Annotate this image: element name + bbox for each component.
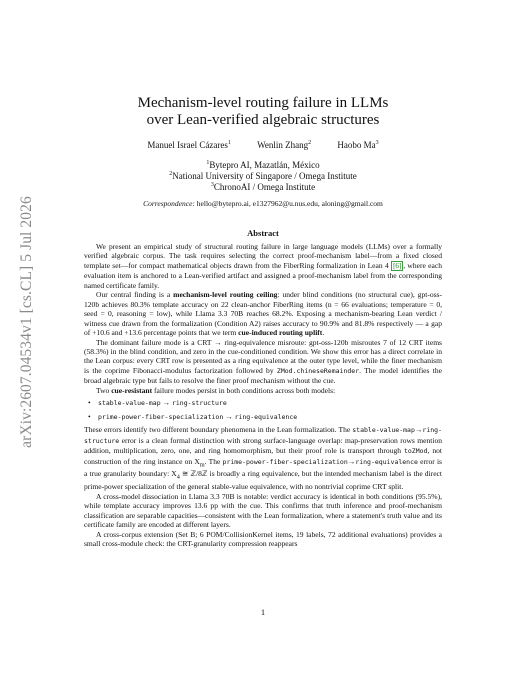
- abstract-paragraph: These errors identify two different boundary phenomena in the Lean formalization. The stable-value-map→ring-structure error is a clean formal distinction with strong surface-language overlap: map-preservation rows mention addition, multiplication, zero, one, and ring homomorphism, but their proof role is transport through toZMod, not construction of the ring instance on $X_m$. The prime-power-fiber-specialization→ring-equivalence error is a true granularity boundary: $X_4$ ≅ ℤ/8ℤ is broadly a ring equivalence, but the intended mechanism label is the direct prime-power specialization of the general stable-value equivalence, with no nontrivial coprime CRT split.: [84, 425, 442, 492]
- citation-link[interactable]: [6]: [393, 261, 402, 270]
- correspondence-line: [84, 199, 442, 208]
- abstract-body: [84, 242, 442, 549]
- abstract-paragraph: Two cue-resistant failure modes persist in both conditions across both models:: [96, 385, 336, 395]
- affiliation: $^2$National University of Singapore / Omega Institute: [169, 171, 357, 181]
- abstract-paragraph: We present an empirical study of structural routing failure in large language models (LLMs) over a formally verified algebraic corpus. The task requires selecting the correct proof-mechanism label—from a fixed closed template set—for compact mathematical objects drawn from the FiberRing formalization in Lean 4 [6] , where each evaluation item is anchored to a Lean-verified artifact and assigned a proof-mechanism label from the corresponding named certificate family.: [84, 242, 442, 290]
- abstract-paragraph: The dominant failure mode is a CRT → ring-equivalence misroute: gpt-oss-120b misroutes 7 of 12 CRT items (58.3%) in the blind condition, and zero in the cue-conditioned condition. We show this error has a direct correlate in the Lean corpus: every CRT row is presented as a ring equivalence at the outer type level, while the finer mechanism is the coprime Fibonacci-modulus factorization followed by ZMod.chineseRemainder. The model identifies the broad algebraic type but fails to resolve the finer proof mechanism without the cue.: [84, 337, 442, 386]
- failure-mode-list: [84, 398, 442, 422]
- affiliation-list: [84, 160, 442, 193]
- title-line-2: over Lean-verified algebraic structures: [146, 112, 380, 128]
- author: Wenlin Zhang$^2$: [257, 140, 312, 150]
- arxiv-id-text: arXiv:2607.04534v1 [cs.CL] 5 Jul 2026: [18, 196, 35, 448]
- paper-title: [84, 95, 442, 129]
- list-item: • prime-power-fiber-specialization → ring-equivalence: [84, 412, 442, 422]
- author: Haobo Ma$^3$: [337, 140, 379, 150]
- list-item: • stable-value-map → ring-structure: [84, 398, 442, 408]
- paper-page: [84, 0, 442, 549]
- abstract-paragraph: A cross-corpus extension (Set B; 6 POM/CollisionKernel items, 19 labels, 72 additional evaluations) provides a small cross-module check: the CRT-granularity compression reappears: [84, 529, 442, 549]
- page-number: 1: [260, 607, 266, 617]
- abstract-paragraph: A cross-model dissociation in Llama 3.3 70B is notable: verdict accuracy is identical in both conditions (95.5%), while template accuracy improves 13.6 pp with the cue. This confirms that truth inference and proof-mechanism classification are separable capacities—consistent with the Lean formalization, where a statement's truth value and its certificate family are encoded at different layers.: [84, 491, 442, 530]
- author: Manuel Israel Cázares$^1$: [147, 140, 231, 150]
- correspondence-label: Correspondence:: [143, 199, 195, 208]
- abstract-heading: Abstract: [247, 228, 279, 238]
- author-list: [84, 140, 442, 150]
- code-identifier: ZMod.chineseRemainder: [276, 366, 360, 375]
- abstract-paragraph: Our central finding is a mechanism-level routing ceiling: under blind conditions (no structural cue), gpt-oss-120b achieves 80.3% template accuracy on 22 clean-anchor FiberRing items (n = 66 evaluations; temperature = 0, seed = 0, reasoning = low), while Llama 3.3 70B reaches 68.2%. Exposing a mechanism-bearing Lean verdict / witness cue drawn from the formalization (Condition A2) raises accuracy to 90.9% and 81.8% respectively — a gap of +10.6 and +13.6 percentage points that we term cue-induced routing uplift.: [84, 290, 442, 338]
- affiliation: $^3$ChronoAI / Omega Institute: [210, 182, 316, 192]
- title-line-1: Mechanism-level routing failure in LLMs: [137, 95, 389, 111]
- affiliation: $^1$Bytepro AI, Mazatlán, México: [206, 160, 320, 170]
- correspondence-emails: hello@bytepro.ai, e1327962@u.nus.edu, aloning@gmail.com: [196, 199, 383, 208]
- arxiv-identifier-stamp: [14, 122, 40, 522]
